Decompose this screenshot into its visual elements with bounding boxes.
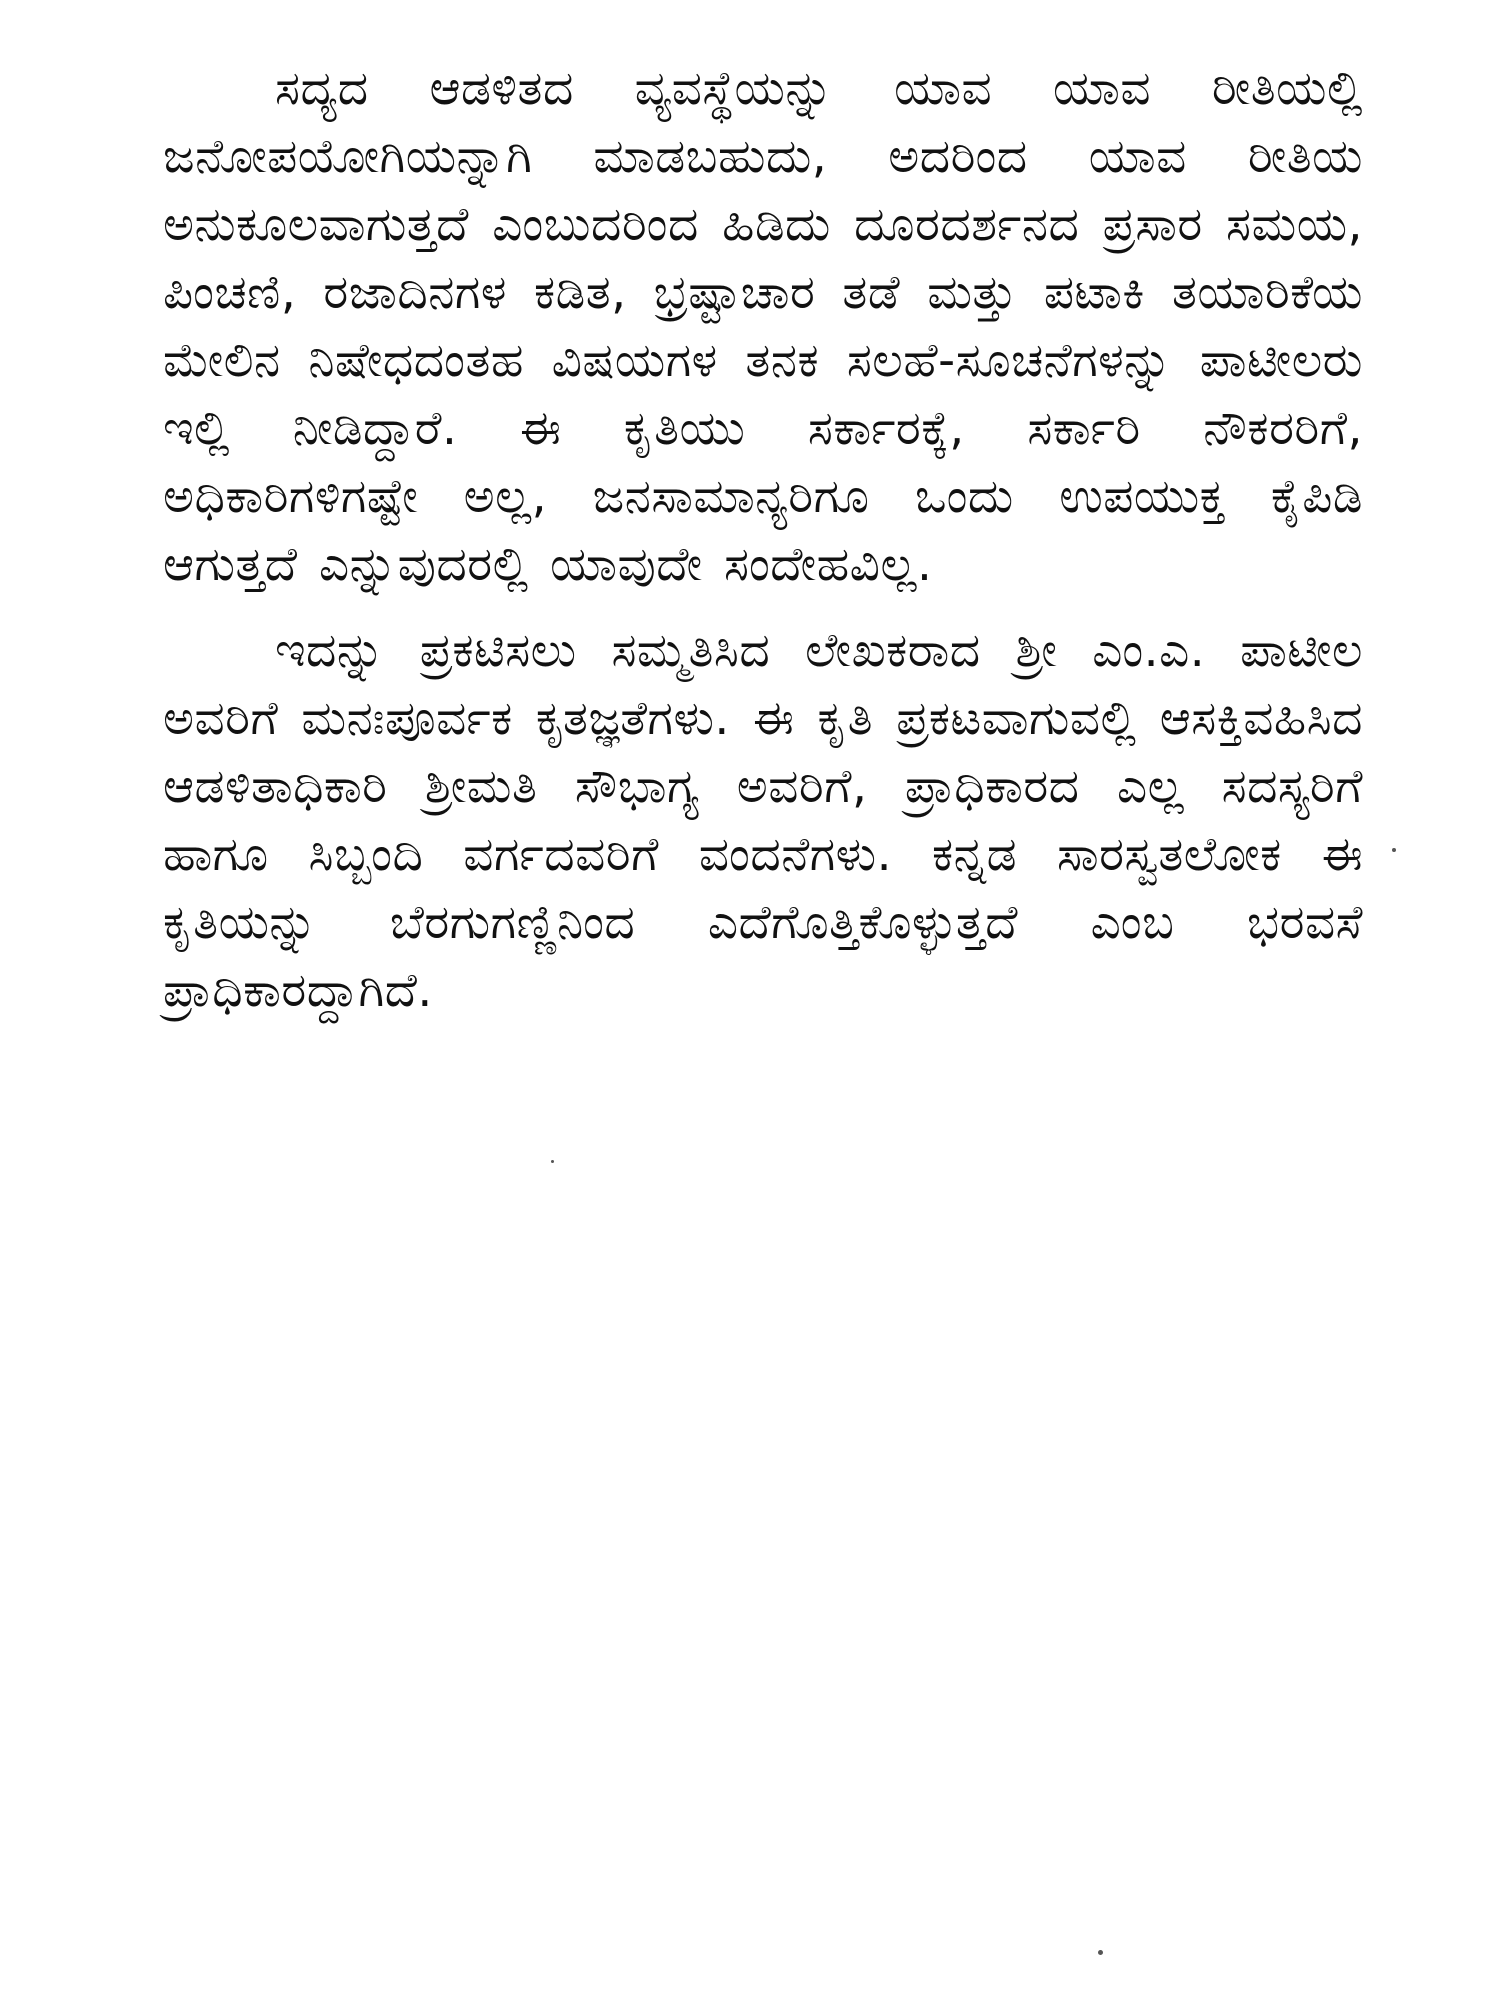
scan-speck (1098, 1950, 1103, 1955)
scan-speck (551, 1160, 554, 1163)
scan-speck (1392, 848, 1396, 852)
paragraph-2: ಇದನ್ನು ಪ್ರಕಟಿಸಲು ಸಮ್ಮತಿಸಿದ ಲೇಖಕರಾದ ಶ್ರೀ ಎಂ.ಎ. ಪಾಟೀಲ ಅವರಿಗೆ ಮನಃಪೂರ್ವಕ ಕೃತಜ್ಞತೆಗಳು. ಈ ಕೃತಿ ಪ್ರಕಟವಾಗುವಲ್ಲಿ ಆಸಕ್ತಿವಹಿಸಿದ ಆಡಳಿತಾಧಿಕಾರಿ ಶ್ರೀಮತಿ ಸೌಭಾಗ್ಯ ಅವರಿಗೆ, ಪ್ರಾಧಿಕಾರದ ಎಲ್ಲ ಸದಸ್ಯರಿಗೆ ಹಾಗೂ ಸಿಬ್ಬಂದಿ ವರ್ಗದವರಿಗೆ ವಂದನೆಗಳು. ಕನ್ನಡ ಸಾರಸ್ವತಲೋಕ ಈ ಕೃತಿಯನ್ನು ಬೆರಗುಗಣ್ಣಿನಿಂದ ಎದೆಗೊತ್ತಿಕೊಳ್ಳುತ್ತದೆ ಎಂಬ ಭರವಸೆ ಪ್ರಾಧಿಕಾರದ್ದಾಗಿದೆ. (163, 623, 1363, 1018)
paragraph-1: ಸದ್ಯದ ಆಡಳಿತದ ವ್ಯವಸ್ಥೆಯನ್ನು ಯಾವ ಯಾವ ರೀತಿಯಲ್ಲಿ ಜನೋಪಯೋಗಿಯನ್ನಾಗಿ ಮಾಡಬಹುದು, ಅದರಿಂದ ಯಾವ ರೀತಿಯ ಅನುಕೂಲವಾಗುತ್ತದೆ ಎಂಬುದರಿಂದ ಹಿಡಿದು ದೂರದರ್ಶನದ ಪ್ರಸಾರ ಸಮಯ, ಪಿಂಚಣಿ, ರಜಾದಿನಗಳ ಕಡಿತ, ಭ್ರಷ್ಟಾಚಾರ ತಡೆ ಮತ್ತು ಪಟಾಕಿ ತಯಾರಿಕೆಯ ಮೇಲಿನ ನಿಷೇಧದಂತಹ ವಿಷಯಗಳ ತನಕ ಸಲಹೆ-ಸೂಚನೆಗಳನ್ನು ಪಾಟೀಲರು ಇಲ್ಲಿ ನೀಡಿದ್ದಾರೆ. ಈ ಕೃತಿಯು ಸರ್ಕಾರಕ್ಕೆ, ಸರ್ಕಾರಿ ನೌಕರರಿಗೆ, ಅಧಿಕಾರಿಗಳಿಗಷ್ಟೇ ಅಲ್ಲ, ಜನಸಾಮಾನ್ಯರಿಗೂ ಒಂದು ಉಪಯುಕ್ತ ಕೈಪಿಡಿ ಆಗುತ್ತದೆ ಎನ್ನುವುದರಲ್ಲಿ ಯಾವುದೇ ಸಂದೇಹವಿಲ್ಲ. (163, 61, 1363, 592)
body-text (163, 55, 1363, 1025)
